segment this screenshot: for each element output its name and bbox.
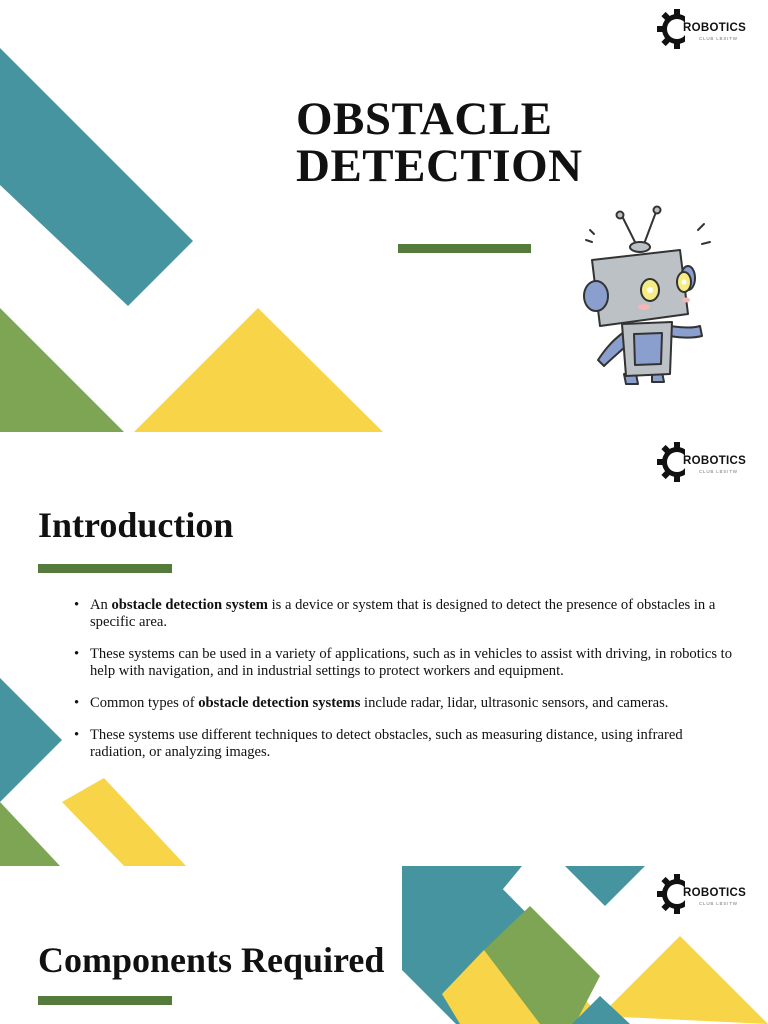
heading-accent-bar	[38, 564, 172, 573]
slide-title	[296, 93, 583, 192]
yellow-triangle-right	[600, 936, 768, 1024]
logo-subtext: CLUB LBSITW	[699, 469, 738, 474]
yellow-band	[62, 778, 186, 866]
robotics-club-logo	[655, 440, 747, 488]
components-slide	[0, 866, 768, 1024]
green-triangle	[0, 308, 124, 432]
robotics-club-logo	[655, 7, 747, 55]
yellow-triangle	[134, 308, 383, 432]
bullet-item: • Common types of obstacle detection systems include radar, lidar, ultrasonic sensors, and cameras.	[74, 695, 734, 712]
intro-bullet-list	[74, 597, 734, 776]
logo-text: ROBOTICS	[683, 455, 747, 467]
robotics-club-logo	[655, 872, 747, 920]
logo-subtext: CLUB LBSITW	[699, 901, 738, 906]
heading-accent-bar	[38, 996, 172, 1005]
green-triangle	[0, 802, 60, 866]
logo-subtext: CLUB LBSITW	[699, 36, 738, 41]
teal-diagonal-band	[0, 48, 193, 306]
introduction-slide	[0, 432, 768, 866]
teal-small-triangle	[565, 866, 645, 906]
title-line-2: DETECTION	[296, 140, 583, 192]
robot-illustration	[572, 204, 718, 394]
section-heading: Introduction	[38, 505, 234, 545]
logo-text: ROBOTICS	[683, 887, 747, 899]
title-line-1: OBSTACLE	[296, 93, 553, 145]
bullet-item: • These systems use different techniques to detect obstacles, such as measuring distance, using infrared radiation, or analyzing images.	[74, 727, 734, 761]
teal-triangle	[0, 678, 62, 802]
bullet-item: • An obstacle detection system is a device or system that is designed to detect the presence of obstacles in a specific area.	[74, 597, 734, 631]
logo-text: ROBOTICS	[683, 22, 747, 34]
section-heading: Components Required	[38, 940, 385, 980]
title-slide	[0, 0, 768, 432]
title-accent-bar	[398, 244, 531, 253]
bullet-item: • These systems can be used in a variety of applications, such as in vehicles to assist with driving, in robotics to help with navigation, and in industrial settings to protect workers and equipment.	[74, 646, 734, 680]
